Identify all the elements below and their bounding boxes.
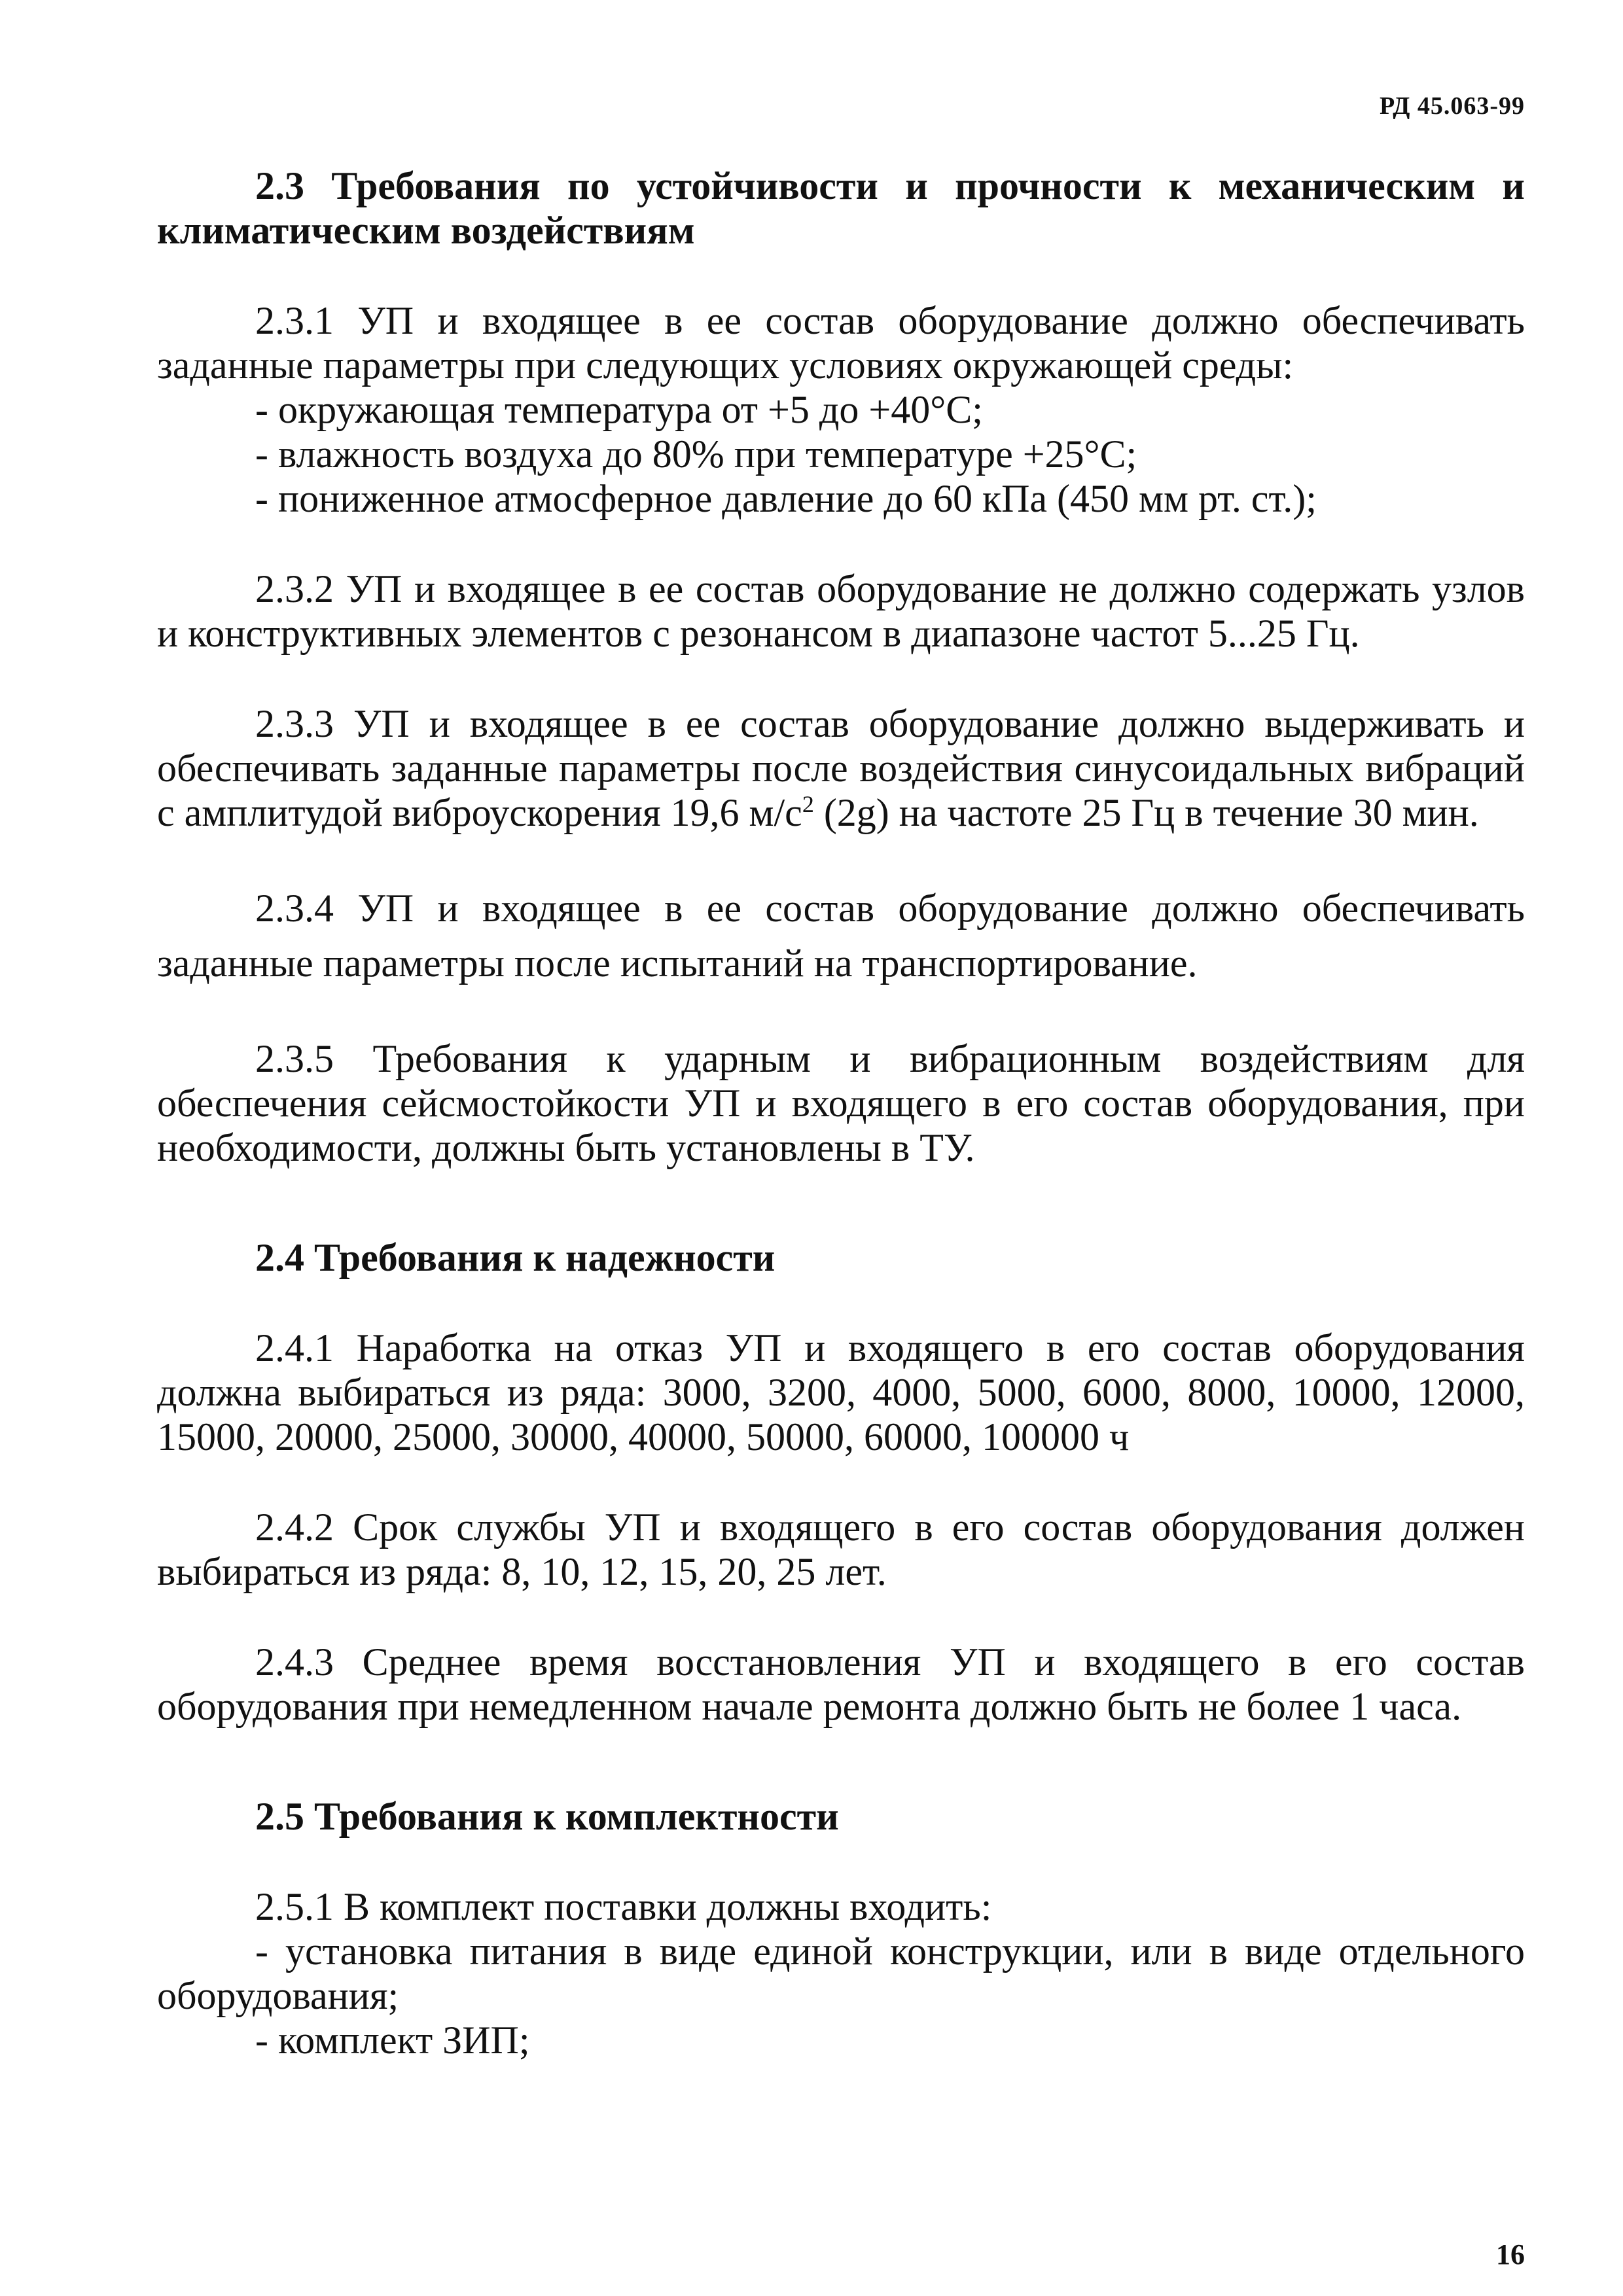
- paragraph-2-4-1: 2.4.1 Наработка на отказ УП и входящего в его состав оборудования должна выбираться из ряда: 3000, 3200, 4000, 5000, 6000, 8000, 10000, 12000, 15000, 20000, 25000, 30000, 40000, 50000, 60000, 100000 ч: [157, 1326, 1525, 1458]
- list-item-temperature: - окружающая температура от +5 до +40°С;: [255, 388, 983, 431]
- document-code: РД 45.063-99: [1380, 92, 1525, 120]
- list-item-power-unit: - установка питания в виде единой конструкции, или в виде отдельного оборудования;: [157, 1930, 1525, 2017]
- section-2-5-title: 2.5 Требования к комплектности: [255, 1795, 839, 1838]
- page-body: [157, 164, 1525, 2062]
- page-number: 16: [1496, 2238, 1525, 2270]
- list-item-spare-parts: - комплект ЗИП;: [255, 2019, 530, 2062]
- paragraph-2-5-1: 2.5.1 В комплект поставки должны входить:: [255, 1885, 992, 1928]
- paragraph-2-3-3: [157, 701, 1525, 835]
- paragraph-2-3-2: 2.3.2 УП и входящее в ее состав оборудование не должно содержать узлов и конструктивных элементов с резонансом в диапазоне частот 5...25 Гц.: [157, 567, 1525, 655]
- list-item-humidity: - влажность воздуха до 80% при температуре +25°С;: [255, 433, 1137, 476]
- paragraph-2-3-4: 2.3.4 УП и входящее в ее состав оборудование должно обеспечивать заданные параметры после испытаний на транспортирование.: [157, 887, 1525, 985]
- paragraph-2-3-3-text: 2.3.3 УП и входящее в ее состав оборудование должно выдерживать и обеспечивать заданные параметры после воздействия синусоидальных вибраций с амплитудой виброускорения 19,6 м/с: [157, 702, 1525, 834]
- paragraph-2-3-3-tail: (2g) на частоте 25 Гц в течение 30 мин.: [813, 791, 1479, 834]
- exponent: 2: [802, 791, 814, 817]
- paragraph-2-3-5: 2.3.5 Требования к ударным и вибрационным воздействиям для обеспечения сейсмостойкости УП и входящего в его состав оборудования, при необходимости, должны быть установлены в ТУ.: [157, 1037, 1525, 1169]
- paragraph-2-4-2: 2.4.2 Срок службы УП и входящего в его состав оборудования должен выбираться из ряда: 8, 10, 12, 15, 20, 25 лет.: [157, 1506, 1525, 1593]
- paragraph-2-4-3: 2.4.3 Среднее время восстановления УП и входящего в его состав оборудования при немедленном начале ремонта должно быть не более 1 часа.: [157, 1640, 1525, 1728]
- paragraph-2-3-1: 2.3.1 УП и входящее в ее состав оборудование должно обеспечивать заданные параметры при следующих условиях окружающей среды:: [157, 299, 1525, 387]
- section-2-3-title: 2.3 Требования по устойчивости и прочности к механическим и климатическим воздействиям: [157, 164, 1525, 252]
- section-2-4-title: 2.4 Требования к надежности: [255, 1236, 776, 1279]
- list-item-pressure: - пониженное атмосферное давление до 60 кПа (450 мм рт. ст.);: [255, 477, 1317, 520]
